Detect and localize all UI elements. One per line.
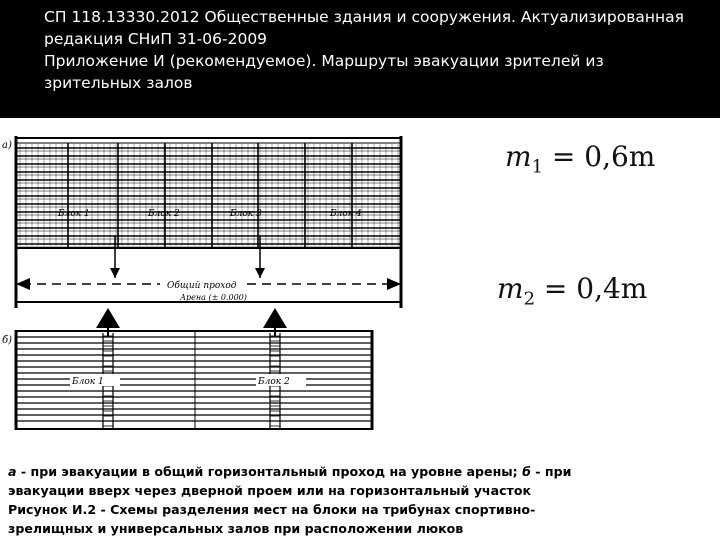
formula-m2: $m_2 = 0,4m$	[497, 272, 648, 310]
seat-rows-b	[16, 331, 372, 429]
arena-label: Арена (± 0.000)	[180, 293, 247, 302]
slide-title	[44, 6, 704, 94]
seat-rows-a	[16, 143, 401, 248]
block-a-2: Блок 2	[148, 209, 180, 219]
title-line-4: зрительных залов	[44, 74, 193, 92]
caption-line-3: Рисунок И.2 - Схемы разделения мест на блоки на трибунах спортивно-	[8, 502, 536, 517]
caption-line-2: эвакуации вверх через дверной проем или на горизонтальный участок	[8, 483, 532, 498]
label-b: б)	[2, 335, 13, 346]
caption-line-1: а - при эвакуации в общий горизонтальный проход на уровне арены; б - при	[8, 464, 572, 479]
aisle-arrows-a	[110, 236, 265, 278]
caption-line-4: зрелищных и универсальных залов при расположении люков	[8, 521, 464, 536]
block-a-4: Блок 4	[330, 209, 362, 219]
block-b-1: Блок 1	[72, 377, 104, 387]
passage-label: Общий проход	[167, 281, 237, 291]
title-line-1: СП 118.13330.2012 Общественные здания и сооружения. Актуализированная	[44, 8, 684, 26]
title-line-2: редакция СНиП 31-06-2009	[44, 30, 268, 48]
label-a: а)	[2, 140, 12, 151]
figure-caption	[8, 462, 708, 538]
slide-header	[0, 0, 720, 118]
evacuation-figure	[0, 118, 720, 460]
formula-m1: $m_1 = 0,6m$	[505, 140, 656, 178]
block-b-2: Блок 2	[258, 377, 290, 387]
block-a-1: Блок 1	[58, 209, 90, 219]
block-a-3: Блок 3	[230, 209, 262, 219]
title-line-3: Приложение И (рекомендуемое). Маршруты эвакуации зрителей из	[44, 52, 604, 70]
